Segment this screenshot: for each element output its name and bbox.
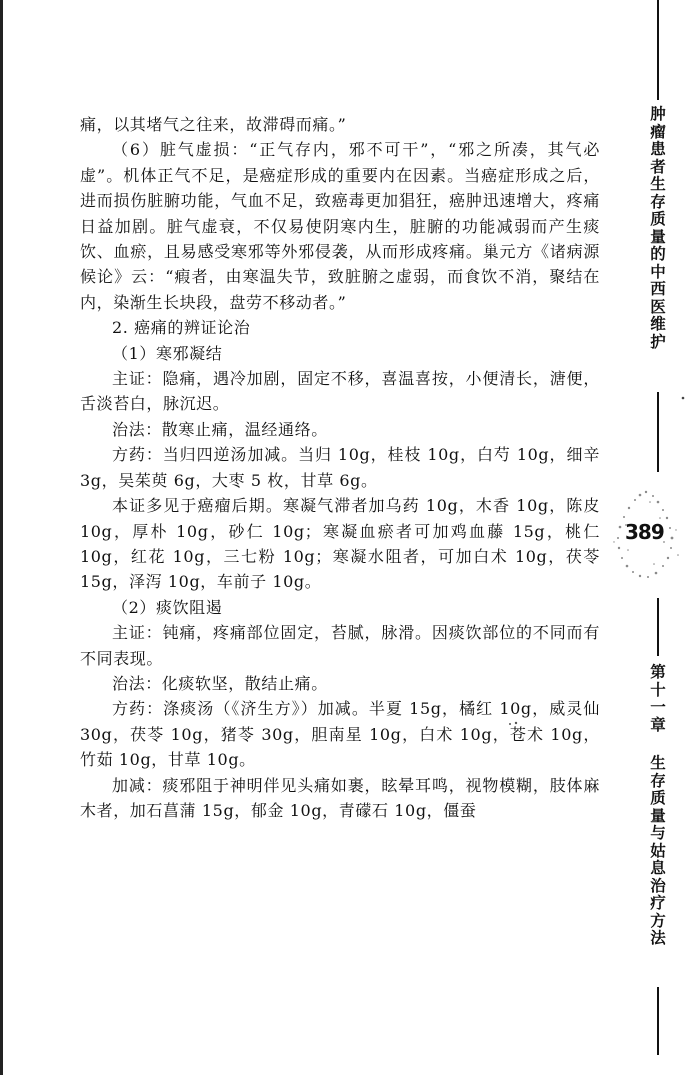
page-number: 389 [625, 520, 664, 544]
paragraph-visceral-deficiency: （6）脏气虚损：“正气存内，邪不可干”，“邪之所凑，其气必虚”。机体正气不足，是癌症形成的重要内在因素。当癌症形成之后，进而损伤脏腑功能，气血不足，致癌毒更加猖狂，癌肿迅速增大，疼痛日益加剧。脏气虚衰，不仅易使阴寒内生，脏腑的功能减弱而产生痰饮、血瘀，且易感受寒邪等外邪侵袭，从而形成疼痛。巢元方《诸病源候论》云：“瘕者，由寒温失节，致脏腑之虚弱，而食饮不消，聚结在内，染渐生长块段，盘劳不移动者。” [80, 140, 600, 312]
scan-speck-icon [507, 720, 521, 728]
sidebar-rule-lower [657, 598, 659, 656]
paragraph-main-symptoms-1: 主证：隐痛，遇冷加剧，固定不移，喜温喜按，小便清长，溏便，舌淡苔白，脉沉迟。 [80, 369, 600, 414]
paragraph-prescription-2: 方药：涤痰汤（《济生方》）加减。半夏 15g，橘红 10g，威灵仙 30g，茯苓 10g，猪苓 30g，胆南星 10g，白术 10g，苍术 10g，竹茹 10g，甘草 10g。 [80, 699, 600, 770]
subheading-cold-pattern: （1）寒邪凝结 [112, 343, 223, 363]
sidebar-rule-bottom [657, 987, 659, 1055]
body-line-1: 痛，以其堵气之往来，故滞碍而痛。” [80, 115, 347, 134]
page-left-edge [0, 0, 3, 1075]
subheading-phlegm-pattern: （2）痰饮阻遏 [112, 597, 223, 617]
paragraph-treatment-1: 治法：散寒止痛，温经通络。 [112, 419, 328, 439]
sidebar-rule-middle [657, 392, 659, 472]
paragraph-modification-2: 加减：痰邪阻于神明伴见头痛如裹，眩晕耳鸣，视物模糊，肢体麻木者，加石菖蒲 15g，郁金 10g，青礞石 10g，僵蚕 [80, 775, 600, 820]
sidebar-chapter-number: 第十一章 [650, 663, 666, 734]
page-body [80, 112, 600, 823]
paragraph-main-symptoms-2: 主证：钝痛，疼痛部位固定，苔腻，脉滑。因痰饮部位的不同而有不同表现。 [80, 623, 600, 668]
paragraph-prescription-1: 方药：当归四逆汤加减。当归 10g，桂枝 10g，白芍 10g，细辛 3g，吴茱萸 6g，大枣 5 枚，甘草 6g。 [80, 445, 600, 490]
paragraph-notes-1: 本证多见于癌瘤后期。寒凝气滞者加乌药 10g，木香 10g，陈皮 10g，厚朴 10g，砂仁 10g；寒凝血瘀者可加鸡血藤 15g，桃仁 10g，红花 10g，三七粉 10g；寒凝水阻者，可加白术 10g，茯苓 15g，泽泻 10g，车前子 10g。 [80, 496, 600, 592]
paragraph-treatment-2: 治法：化痰软坚，散结止痛。 [112, 673, 328, 693]
sidebar-book-title: 肿瘤患者生存质量的中西医维护 [650, 105, 666, 351]
sidebar-rule-top [657, 0, 659, 100]
sidebar-chapter-title: 生存质量与姑息治疗方法 [650, 754, 666, 947]
scan-mark-icon [680, 395, 686, 401]
section-heading-cancer-pain-treatment: 2. 癌痛的辨证论治 [112, 318, 251, 338]
